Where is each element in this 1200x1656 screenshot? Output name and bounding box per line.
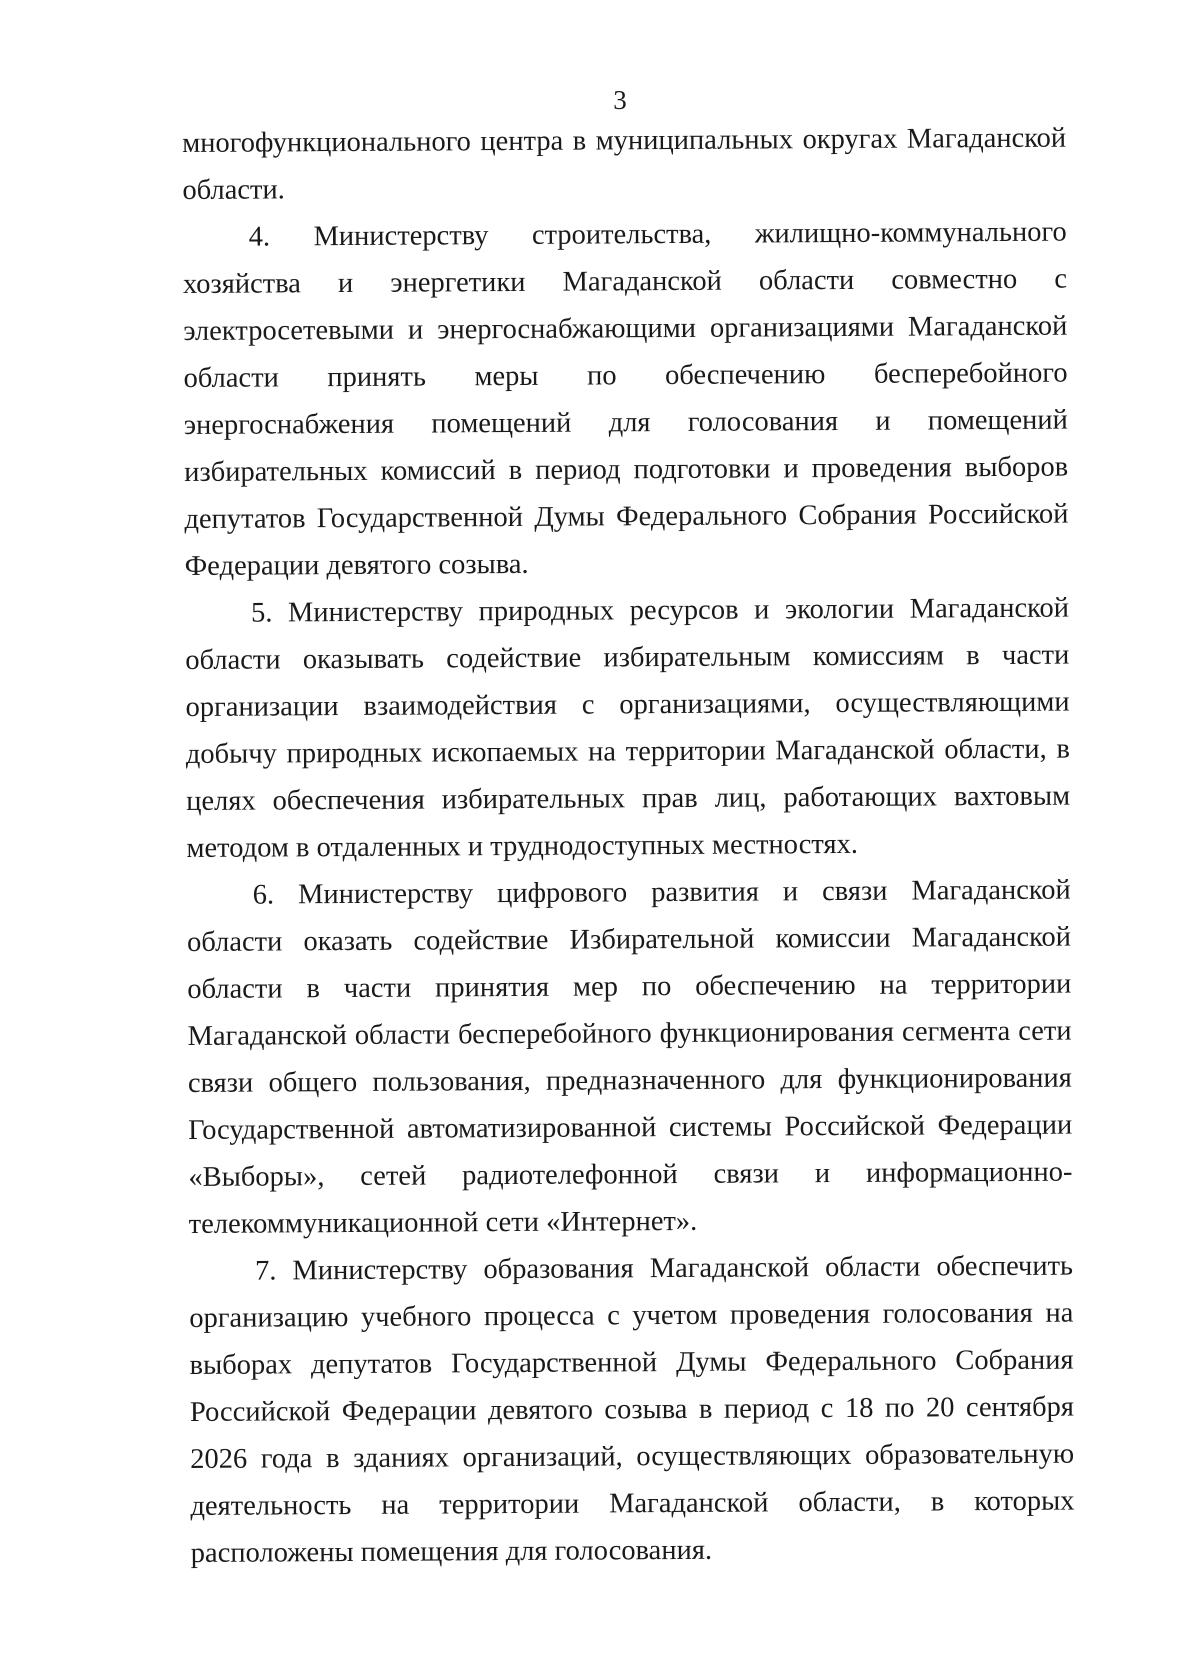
paragraph-item-4: 4. Министерству строительства, жилищно-коммунального хозяйства и энергетики Магаданской области совместно с электросетевыми и энергоснабжающими организациями Магаданской области принять меры по обеспечению бесперебойного энергоснабжения помещений для голосования и помещений избирательных комиссий в период подготовки и проведения выборов депутатов Государственной Думы Федерального Собрания Российской Федерации девятого созыва. xyxy=(182,216,1069,582)
paragraph-continuation: многофункционального центра в муниципальных округах Магаданской области. xyxy=(182,122,1067,206)
paragraph-item-7: 7. Министерству образования Магаданской области обеспечить организацию учебного процесса с учетом проведения голосования на выборах депутатов Государственной Думы Федерального Собрания Российской Федерации девятого созыва в период с 18 по 20 сентября 2026 года в зданиях организаций, осуществляющих образовательную деятельность на территории Магаданской области, в которых расположены помещения для голосования. xyxy=(189,1250,1075,1569)
page-number: 3 xyxy=(613,85,627,115)
paragraph-item-6: 6. Министерству цифрового развития и связи Магаданской области оказать содействие Избирательной комиссии Магаданской области в части принятия мер по обеспечению на территории Магаданской области бесперебойного функционирования сегмента сети связи общего пользования, предназначенного для функционирования Государственной автоматизированной системы Российской Федерации «Выборы», сетей радиотелефонной связи и информационно-телекоммуникационной сети «Интернет». xyxy=(186,874,1073,1240)
document-body xyxy=(182,115,1075,1577)
paragraph-item-5: 5. Министерству природных ресурсов и экологии Магаданской области оказывать содействие избирательным комиссиям в части организации взаимодействия с организациями, осуществляющими добычу природных ископаемых на территории Магаданской области, в целях обеспечения избирательных прав лиц, работающих вахтовым методом в отдаленных и труднодоступных местностях. xyxy=(185,592,1071,864)
